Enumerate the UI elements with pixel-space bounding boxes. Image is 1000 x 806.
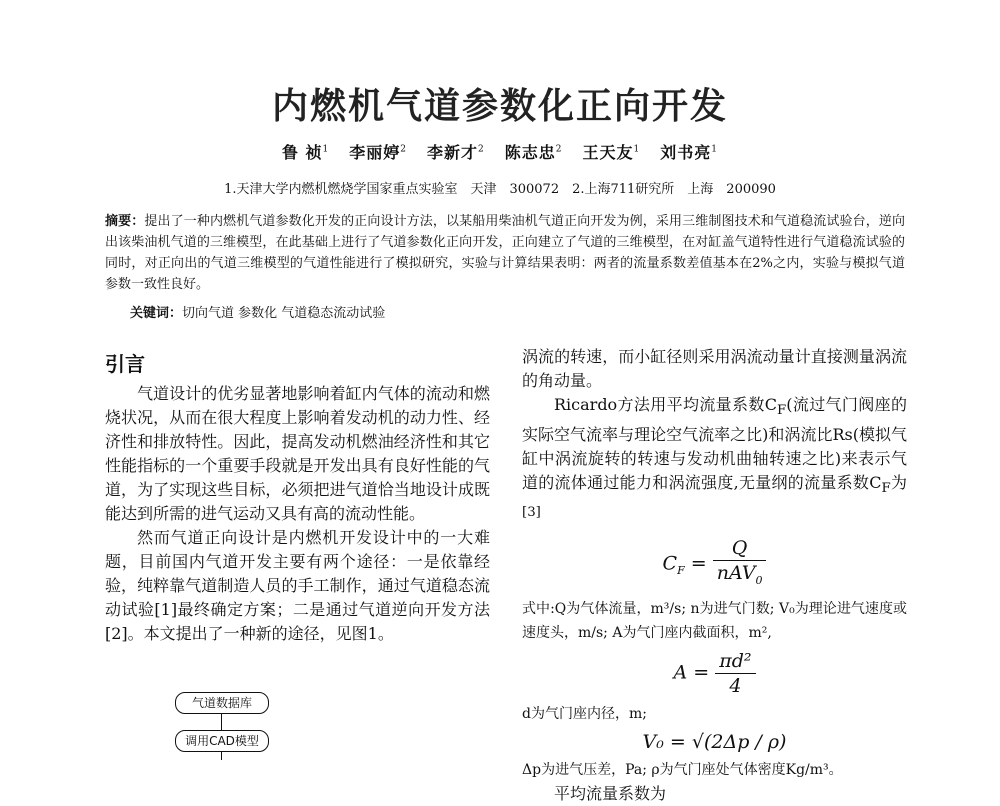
author-name: 李丽婷$^2$ xyxy=(349,143,408,162)
equation-v0: V₀ = √(2Δp / ρ) xyxy=(642,730,787,753)
intro-paragraph-2: 然而气道正向设计是内燃机开发设计中的一大难题，目前国内气道开发主要有两个途径：一是依靠经验，纯粹靠气道制造人员的手工制作，通过气道稳态流动试验[1]最终确定方案；二是通过气道逆向开发方法[2]。本文提出了一种新的途径，见图1。 xyxy=(105,528,490,643)
right-paragraph-4: d为气门座内径，m; xyxy=(522,705,647,722)
author-name: 刘书亮$^1$ xyxy=(660,143,719,162)
right-paragraph-5: Δp为进气压差，Pa; ρ为气门座处气体密度Kg/m³。 xyxy=(522,761,843,778)
flowchart-arrow xyxy=(221,752,222,760)
abstract-text: 提出了一种内燃机气道参数化开发的正向设计方法，以某船用柴油机气道正向开发为例，采用三维制图技术和气道稳流试验台，逆向出该柴油机气道的三维模型，在此基础上进行了气道参数化正向开发，正向建立了气道的三维模型，在对缸盖气道特性进行气道稳流试验的同时，对正向出的气道三维模型的气道性能进行了模拟研究，实验与计算结果表明：两者的流量系数差值基本在2%之内，实验与模拟气道参数一致性良好。 xyxy=(105,214,905,292)
intro-paragraph-1: 气道设计的优劣显著地影响着缸内气体的流动和燃烧状况，从而在很大程度上影响着发动机的动力性、经济性和排放特性。因此，提高发动机燃油经济性和其它性能指标的一个重要手段就是开发出具有良好性能的气道，为了实现这些目标，必须把进气道恰当地设计成既能达到所需的进气运动又具有高的流动性能。 xyxy=(105,384,490,523)
author-list xyxy=(0,140,1000,163)
author-name: 王天友$^1$ xyxy=(582,143,641,162)
flowchart-box-database: 气道数据库 xyxy=(175,692,269,714)
flowchart-arrow xyxy=(221,714,222,730)
right-paragraph-1: 涡流的转速，而小缸径则采用涡流动量计直接测量涡流的角动量。 xyxy=(522,347,907,390)
abstract-label: 摘要： xyxy=(105,214,145,229)
equation-area: A = $\frac{\text{πd²}}{4}$ xyxy=(522,649,907,698)
equation-cf: $C_F$ = $\frac{Q}{nAV_0}$ xyxy=(522,536,907,593)
left-column xyxy=(105,382,490,646)
right-column xyxy=(522,345,907,806)
keywords-label: 关键词： xyxy=(130,306,183,321)
author-name: 李新才$^2$ xyxy=(427,143,485,162)
affiliation: 1.天津大学内燃机燃烧学国家重点实验室 天津 300072 2.上海711研究所 上海 200090 xyxy=(224,182,776,197)
right-paragraph-6: 平均流量系数为 xyxy=(554,783,667,803)
keywords-text: 切向气道 参数化 气道稳态流动试验 xyxy=(182,306,386,321)
abstract xyxy=(105,211,905,295)
right-paragraph-3: 式中:Q为气体流量，m³/s; n为进气门数; V₀为理论进气速度或速度头，m/s; A为气门座内截面积，m², xyxy=(522,600,907,641)
keywords xyxy=(130,302,385,321)
author-name: 鲁 祯$^1$ xyxy=(281,143,330,162)
paper-title: 内燃机气道参数化正向开发 xyxy=(271,86,728,127)
author-name: 陈志忠$^2$ xyxy=(504,143,563,162)
flowchart-box-cad: 调用CAD模型 xyxy=(175,730,269,752)
right-paragraph-2: Ricardo方法用平均流量系数$C_F$(流过气门阀座的实际空气流率与理论空气流率之比)和涡流比Rs(模拟气缸中涡流旋转的转速与发动机曲轴转速之比)来表示气道的流体通过能力和涡流强度,无量纲的流量系数$C_F$为[3] xyxy=(522,395,907,521)
section-heading-intro: 引言 xyxy=(105,352,145,376)
